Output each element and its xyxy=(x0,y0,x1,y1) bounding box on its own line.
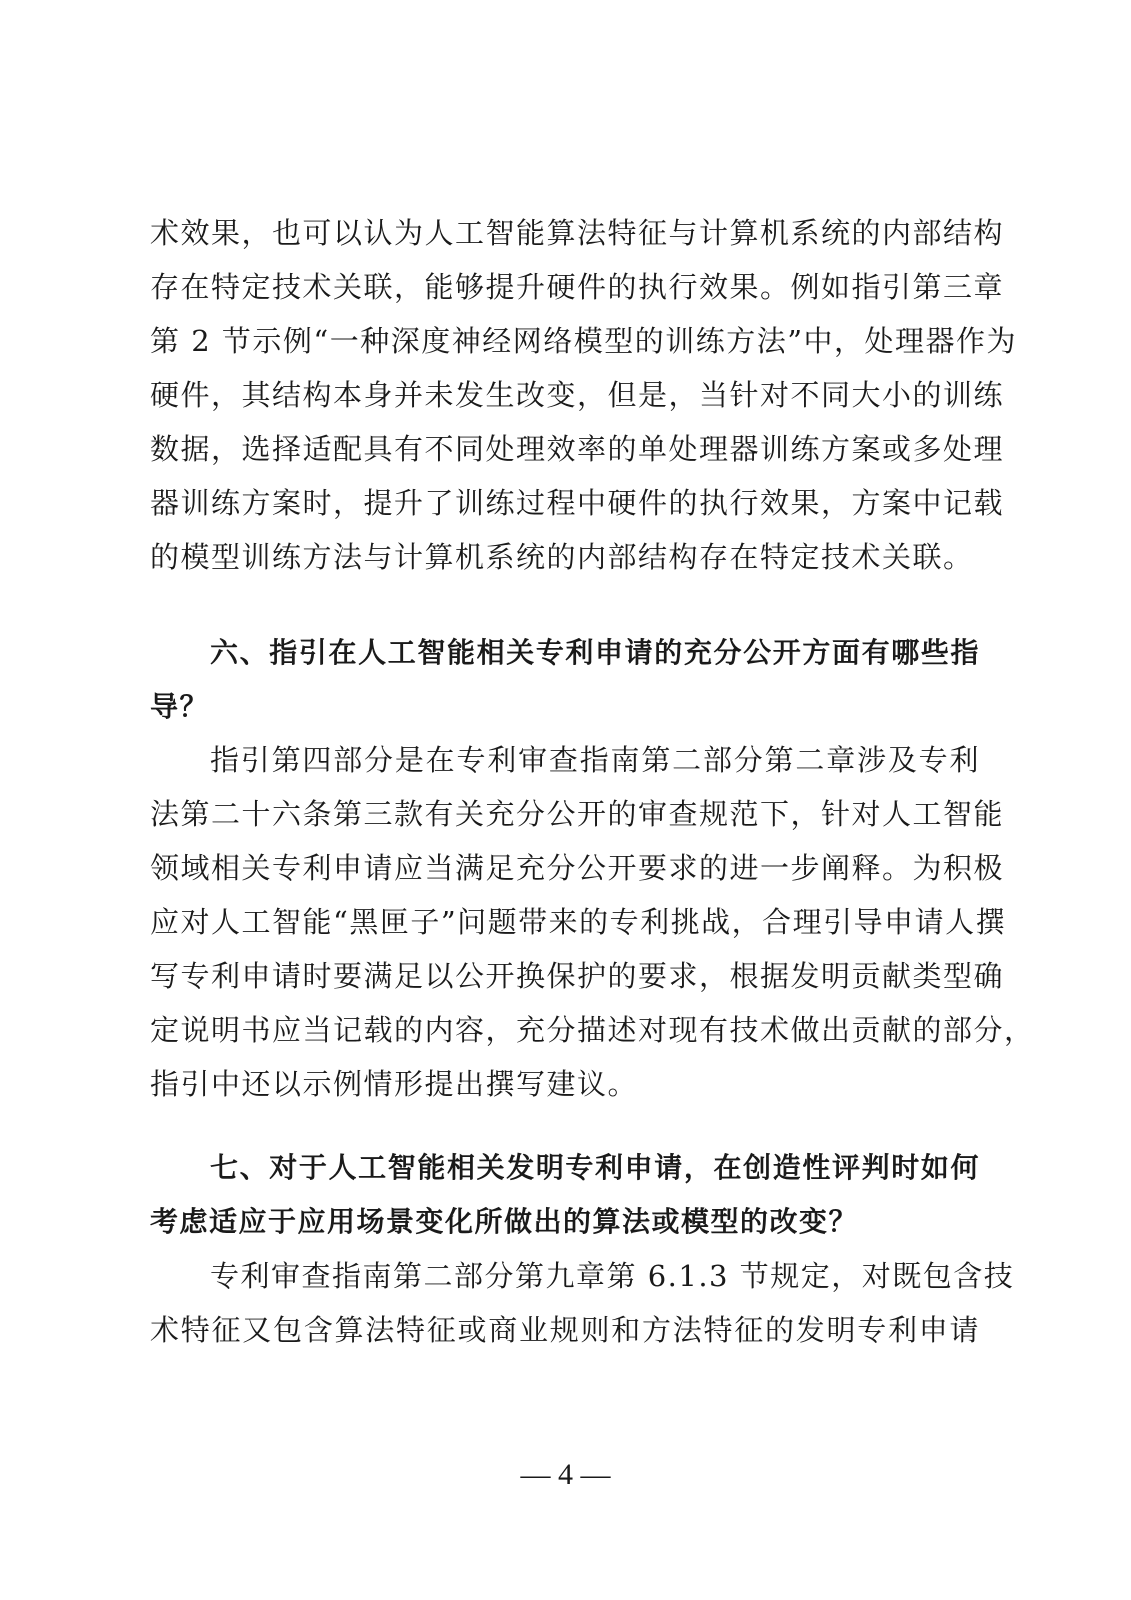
text-line: 专利审查指南第二部分第九章第 6.1.3 节规定，对既包含技 xyxy=(210,1259,1015,1293)
text-line: 领域相关专利申请应当满足充分公开要求的进一步阐释。为积极 xyxy=(150,851,1005,885)
page-number: — 4 — xyxy=(520,1458,611,1491)
heading-line: 七、对于人工智能相关发明专利申请，在创造性评判时如何 xyxy=(210,1151,980,1184)
section-6-heading xyxy=(150,626,980,734)
text-line: 的模型训练方法与计算机系统的内部结构存在特定技术关联。 xyxy=(150,540,974,574)
text-line: 写专利申请时要满足以公开换保护的要求，根据发明贡献类型确 xyxy=(150,959,1005,993)
text-line: 第 2 节示例“一种深度神经网络模型的训练方法”中，处理器作为 xyxy=(150,324,1018,358)
heading-line: 六、指引在人工智能相关专利申请的充分公开方面有哪些指 xyxy=(210,636,980,669)
text-line: 存在特定技术关联，能够提升硬件的执行效果。例如指引第三章 xyxy=(150,270,1005,304)
section-7-heading xyxy=(150,1141,980,1249)
text-line: 硬件，其结构本身并未发生改变，但是，当针对不同大小的训练 xyxy=(150,378,1005,412)
text-line: 应对人工智能“黑匣子”问题带来的专利挑战，合理引导申请人撰 xyxy=(150,905,1007,939)
text-line: 器训练方案时，提升了训练过程中硬件的执行效果，方案中记载 xyxy=(150,486,1005,520)
text-line: 指引中还以示例情形提出撰写建议。 xyxy=(150,1067,639,1101)
text-line: 术效果，也可以认为人工智能算法特征与计算机系统的内部结构 xyxy=(150,216,1005,250)
text-line: 定说明书应当记载的内容，充分描述对现有技术做出贡献的部分， xyxy=(150,1013,1035,1047)
text-line: 术特征又包含算法特征或商业规则和方法特征的发明专利申请 xyxy=(150,1313,980,1347)
text-line: 指引第四部分是在专利审查指南第二部分第二章涉及专利 xyxy=(210,743,980,777)
section-6-body xyxy=(150,733,1035,1111)
heading-line: 考虑适应于应用场景变化所做出的算法或模型的改变？ xyxy=(150,1205,859,1238)
text-line: 数据，选择适配具有不同处理效率的单处理器训练方案或多处理 xyxy=(150,432,1005,466)
section-7-body xyxy=(150,1249,1015,1357)
text-line: 法第二十六条第三款有关充分公开的审查规范下，针对人工智能 xyxy=(150,797,1005,831)
heading-line: 导？ xyxy=(150,690,210,723)
paragraph-continued xyxy=(150,206,1018,584)
